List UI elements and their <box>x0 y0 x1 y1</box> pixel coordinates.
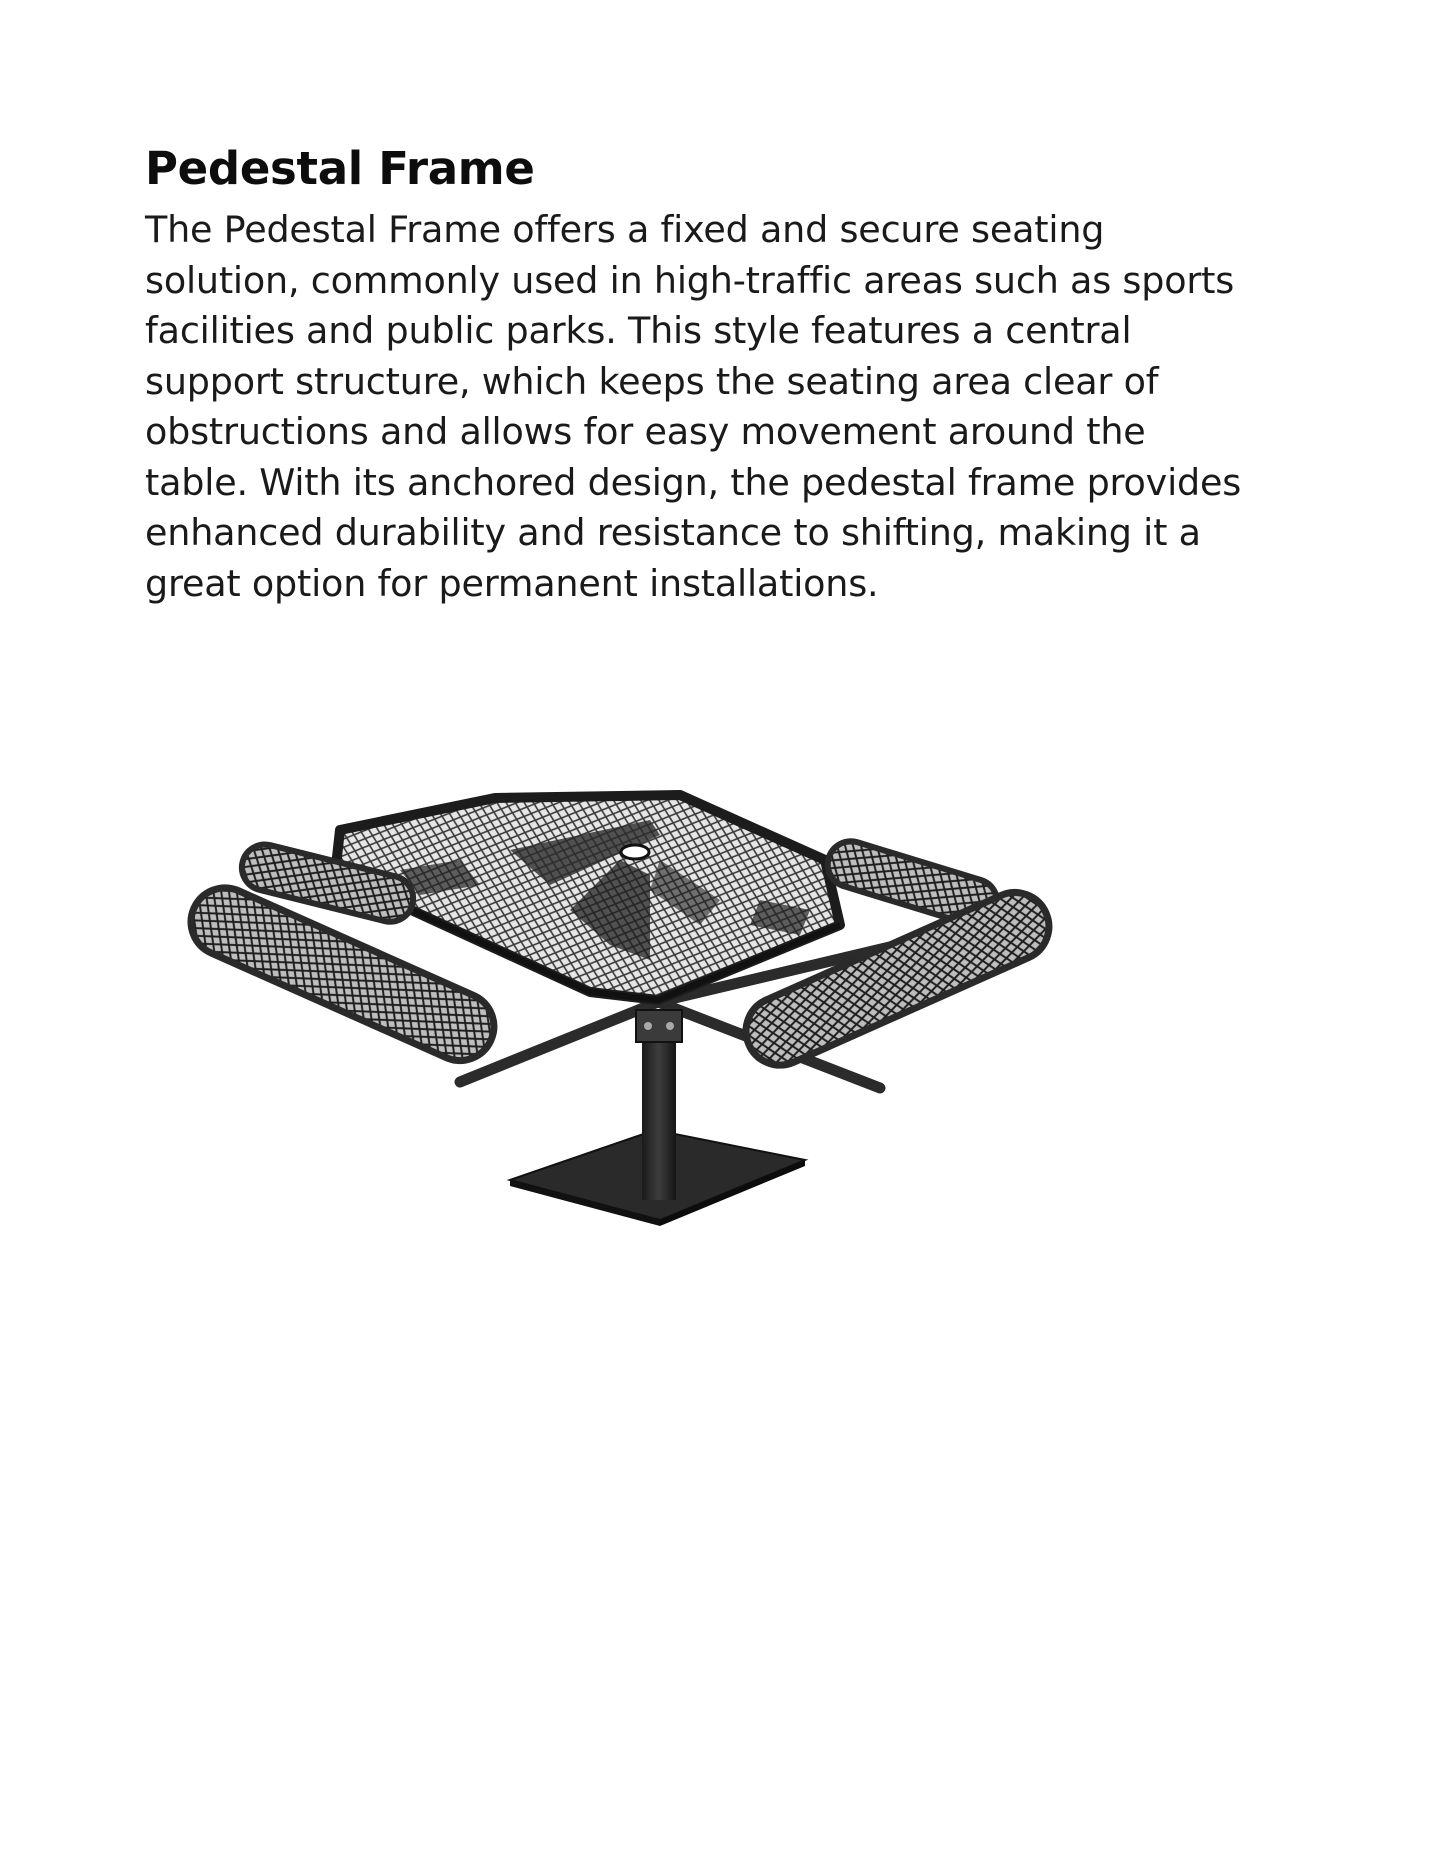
description-paragraph <box>145 205 1255 609</box>
page-title: Pedestal Frame <box>145 142 535 195</box>
paragraph-line: solution, commonly used in high-traffic areas such as sports <box>145 258 1235 302</box>
paragraph-line: The Pedestal Frame offers a fixed and secure seating <box>145 208 1105 251</box>
paragraph-line: facilities and public parks. This style features a central <box>145 309 1132 352</box>
umbrella-hole <box>621 845 649 859</box>
paragraph-line: enhanced durability and resistance to shifting, making it a <box>145 511 1201 554</box>
paragraph-line: table. With its anchored design, the pedestal frame provides <box>145 460 1242 504</box>
product-image <box>180 710 1250 1270</box>
paragraph-line: obstructions and allows for easy movement around the <box>145 410 1146 453</box>
paragraph-line: support structure, which keeps the seating area clear of <box>145 359 1159 403</box>
paragraph-line: great option for permanent installations. <box>145 561 879 605</box>
picnic-table-illustration <box>180 710 1250 1270</box>
